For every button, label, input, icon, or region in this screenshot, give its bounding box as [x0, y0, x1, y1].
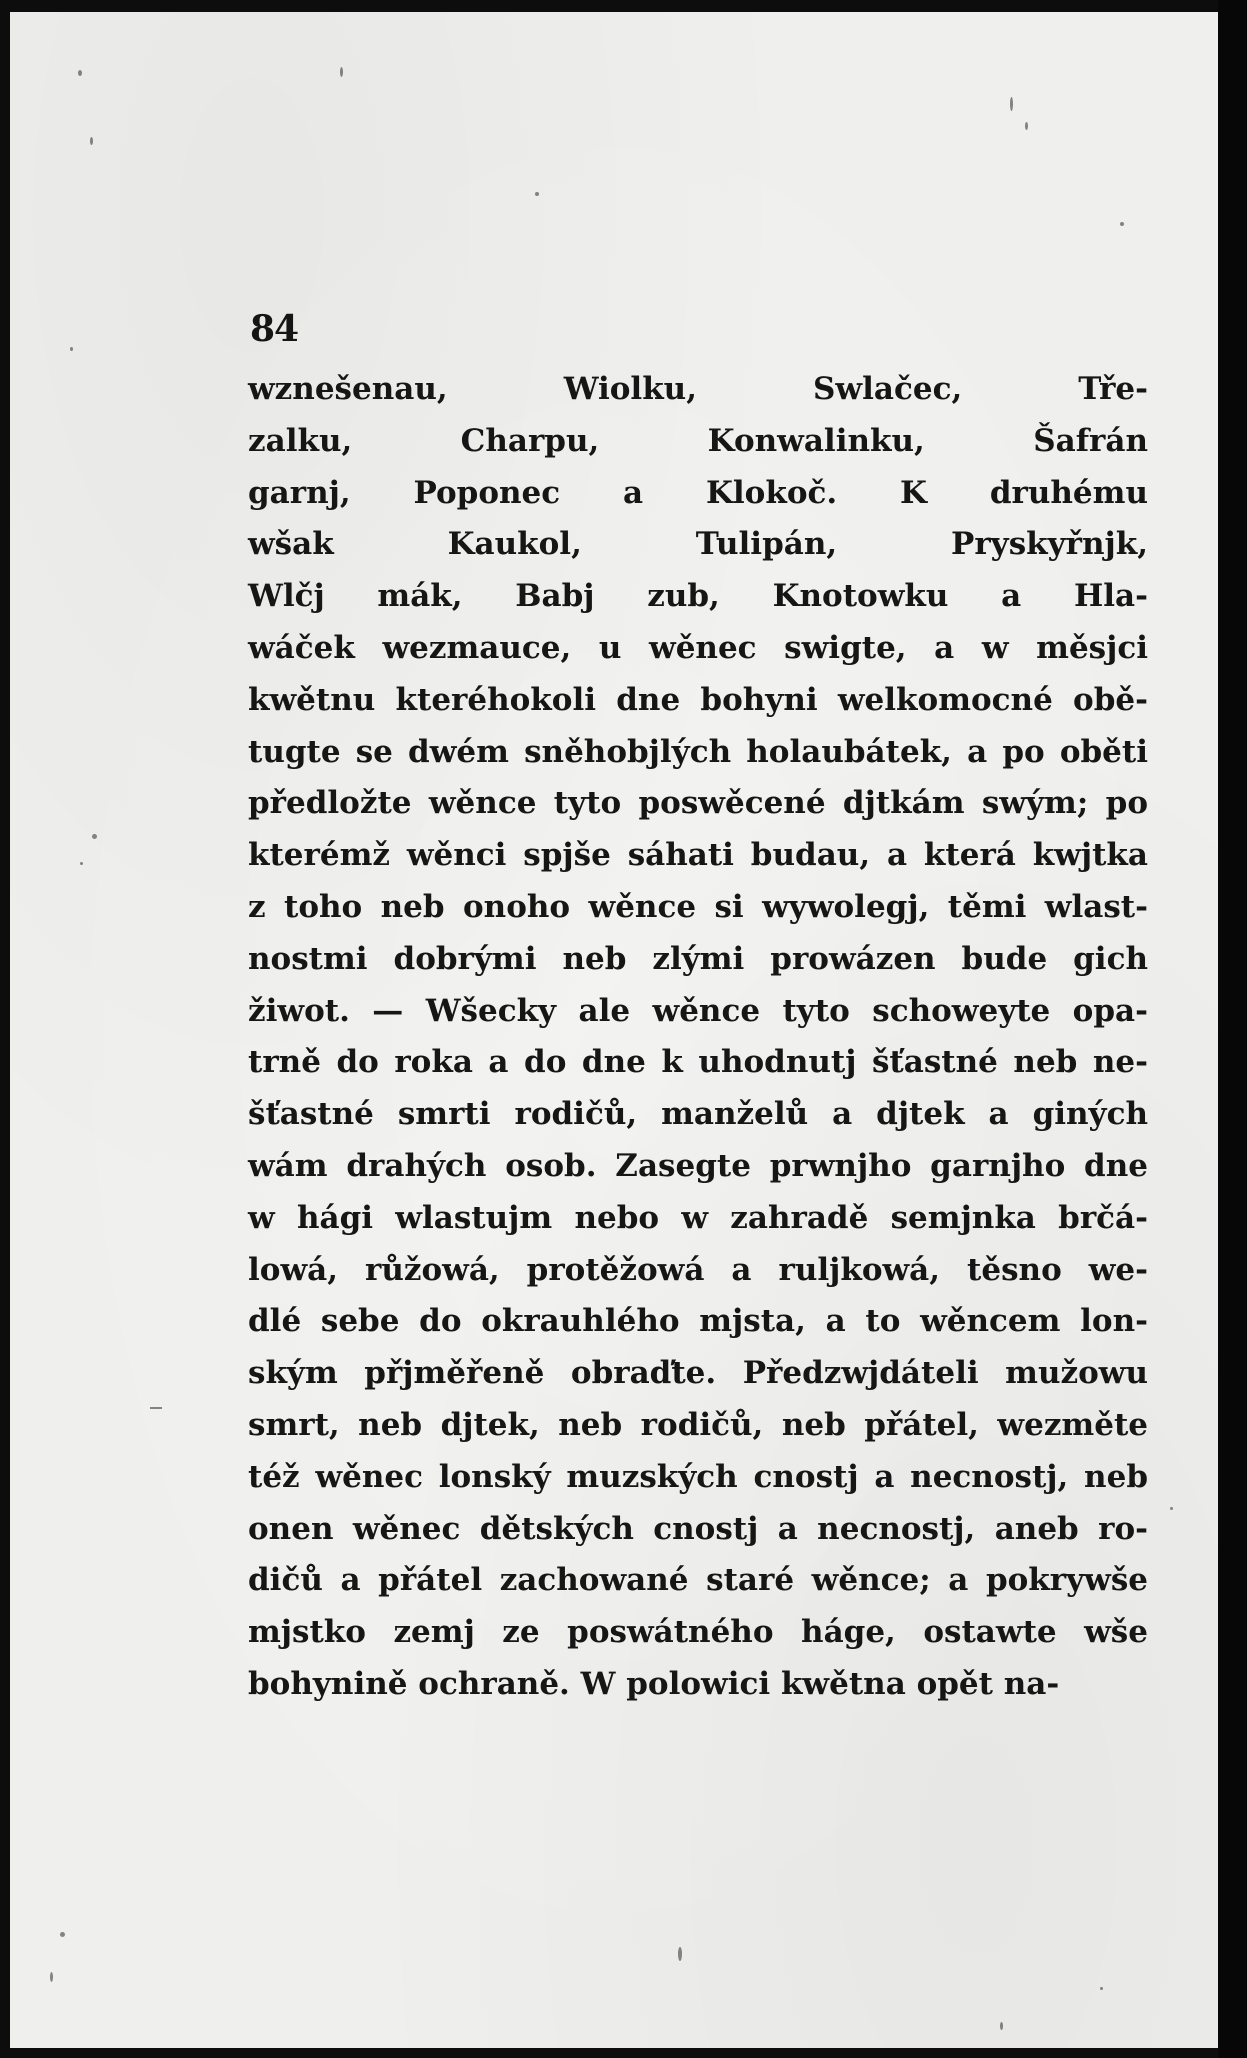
scan-speck	[60, 1932, 65, 1937]
text-line: wám drahých osob. Zasegte prwnjho garnjho dne	[248, 1147, 1148, 1184]
text-line: wznešenau, Wiolku, Swlačec, Tře-	[248, 371, 1148, 407]
scan-speck	[50, 1972, 53, 1982]
text-line: též wěnec lonský muzských cnostj a necnostj, neb	[248, 1458, 1148, 1495]
text-line: ským přjměřeně obraďte. Předzwjdáteli mužowu	[248, 1355, 1148, 1392]
scan-speck	[678, 1947, 682, 1961]
text-line: šťastné smrti rodičů, manželů a djtek a giných	[248, 1096, 1148, 1133]
body-text	[248, 364, 1148, 1711]
scan-speck	[78, 70, 82, 76]
text-line: kwětnu kteréhokoli dne bohyni welkomocné obě-	[248, 681, 1148, 718]
scan-speck	[1010, 97, 1013, 111]
text-line: předložte wěnce tyto poswěcené djtkám swým; po	[248, 785, 1148, 822]
text-line: dlé sebe do okrauhlého mjsta, a to wěncem lon-	[248, 1303, 1148, 1340]
text-line: smrt, neb djtek, neb rodičů, neb přátel, wezměte	[248, 1406, 1148, 1443]
page-number: 84	[250, 308, 299, 350]
text-line: onen wěnec dětských cnostj a necnostj, aneb ro-	[248, 1510, 1148, 1547]
text-line: z toho neb onoho wěnce si wywolegj, těmi wlast-	[248, 888, 1148, 925]
text-line: kterémž wěnci spjše sáhati budau, a která kwjtka	[248, 837, 1148, 874]
text-line: zalku, Charpu, Konwalinku, Šafrán	[248, 422, 1148, 459]
scan-speck	[1170, 1507, 1173, 1510]
scan-edge	[1218, 0, 1247, 2058]
text-line: bohynině ochraně. W polowici kwětna opět na-	[248, 1665, 1060, 1702]
text-line: lowá, růžowá, protěžowá a ruljkowá, těsno we-	[248, 1251, 1148, 1288]
text-line: nostmi dobrými neb zlými prowázen bude gich	[248, 940, 1148, 977]
text-line: garnj, Poponec a Klokoč. K druhému	[248, 474, 1148, 511]
scan-speck	[90, 137, 93, 145]
scan-speck	[70, 347, 73, 351]
text-line: trně do roka a do dne k uhodnutj šťastné neb ne-	[248, 1044, 1148, 1081]
text-line: w hági wlastujm nebo w zahradě semjnka brčá-	[248, 1199, 1148, 1236]
book-page	[10, 12, 1218, 2048]
scan-speck	[1025, 122, 1028, 130]
scan-speck	[1100, 1987, 1103, 1990]
scan-speck	[150, 1407, 162, 1409]
scan-speck	[1120, 222, 1124, 226]
text-line: tugte se dwém sněhobjlých holaubátek, a po oběti	[248, 733, 1148, 770]
scan-speck	[340, 67, 343, 77]
scan-speck	[80, 862, 83, 865]
scan-speck	[535, 192, 539, 196]
scan-speck	[92, 834, 97, 839]
text-line: wáček wezmauce, u wěnec swigte, a w měsjci	[248, 629, 1148, 666]
text-line: wšak Kaukol, Tulipán, Pryskyřnjk,	[248, 526, 1148, 563]
scan-speck	[1000, 2022, 1003, 2030]
text-line: Wlčj mák, Babj zub, Knotowku a Hla-	[248, 578, 1148, 615]
text-line: dičů a přátel zachowané staré wěnce; a pokrywše	[248, 1562, 1148, 1599]
text-line: žiwot. — Wšecky ale wěnce tyto schoweyte opa-	[248, 992, 1148, 1029]
text-line: mjstko zemj ze poswátného háge, ostawte wše	[248, 1614, 1148, 1651]
